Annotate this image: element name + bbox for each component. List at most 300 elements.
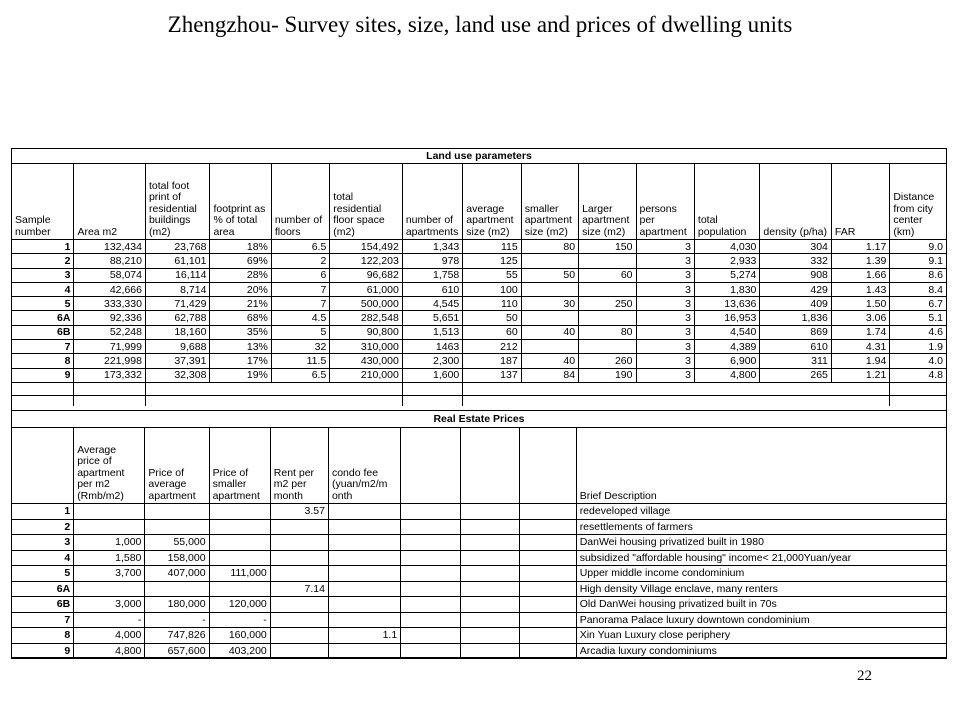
land-use-cell: 610 bbox=[760, 340, 832, 354]
sample-number-cell: 6A bbox=[12, 311, 74, 325]
land-use-header-cell: Distance from city center (km) bbox=[890, 164, 947, 240]
land-use-cell: 1,758 bbox=[402, 268, 462, 282]
real-estate-section-title: Real Estate Prices bbox=[12, 411, 947, 428]
land-use-cell: 4.5 bbox=[271, 311, 329, 325]
empty-cell bbox=[401, 519, 461, 535]
sample-number-cell: 9 bbox=[12, 368, 74, 382]
price-cell bbox=[328, 597, 400, 613]
empty-cell bbox=[461, 535, 519, 551]
spacer-cell bbox=[145, 395, 209, 406]
price-cell: 7.14 bbox=[270, 581, 328, 597]
description-cell: resettlements of farmers bbox=[576, 519, 946, 535]
land-use-row bbox=[12, 282, 947, 296]
price-cell: 747,826 bbox=[145, 628, 209, 644]
land-use-cell: 978 bbox=[402, 254, 462, 268]
spacer-cell bbox=[210, 395, 271, 406]
land-use-cell: 40 bbox=[521, 354, 578, 368]
sample-number-cell: 6B bbox=[12, 325, 74, 339]
land-use-header-cell: persons per apartment bbox=[636, 164, 694, 240]
land-use-cell: 265 bbox=[760, 368, 832, 382]
price-cell: 3,000 bbox=[74, 597, 145, 613]
sample-number-cell: 1 bbox=[12, 240, 74, 254]
spacer-row bbox=[12, 382, 947, 395]
land-use-cell: 137 bbox=[463, 368, 521, 382]
empty-cell bbox=[461, 597, 519, 613]
spacer-cell bbox=[694, 395, 759, 406]
price-cell: 407,000 bbox=[145, 566, 209, 582]
land-use-cell: 3 bbox=[636, 340, 694, 354]
price-cell: - bbox=[74, 612, 145, 628]
spacer-row bbox=[12, 395, 947, 406]
sample-number-cell: 4 bbox=[12, 550, 74, 566]
real-estate-table bbox=[11, 410, 947, 659]
price-cell: 55,000 bbox=[145, 535, 209, 551]
real-estate-header-cell: Price of smaller apartment bbox=[209, 428, 270, 504]
land-use-cell: 311 bbox=[760, 354, 832, 368]
empty-cell bbox=[401, 550, 461, 566]
sample-number-cell: 8 bbox=[12, 354, 74, 368]
empty-cell bbox=[461, 550, 519, 566]
price-cell: 1.1 bbox=[328, 628, 400, 644]
land-use-cell: 2,933 bbox=[694, 254, 759, 268]
spacer-cell bbox=[12, 395, 74, 406]
land-use-cell: 429 bbox=[760, 282, 832, 296]
empty-cell bbox=[401, 643, 461, 659]
real-estate-header-cell: condo fee (yuan/m2/m onth bbox=[328, 428, 400, 504]
description-cell: Panorama Palace luxury downtown condominium bbox=[576, 612, 946, 628]
price-cell bbox=[270, 628, 328, 644]
spacer-cell bbox=[330, 395, 403, 406]
land-use-cell: 1,343 bbox=[402, 240, 462, 254]
land-use-cell: 333,330 bbox=[74, 297, 146, 311]
land-use-cell: 20% bbox=[210, 282, 271, 296]
land-use-cell: 9,688 bbox=[145, 340, 209, 354]
spacer-cell bbox=[145, 382, 209, 395]
land-use-cell: 1.50 bbox=[831, 297, 889, 311]
land-use-cell: 52,248 bbox=[74, 325, 146, 339]
land-use-cell: 430,000 bbox=[330, 354, 403, 368]
spacer-cell bbox=[402, 382, 462, 395]
sample-number-cell: 9 bbox=[12, 643, 74, 659]
price-cell: 120,000 bbox=[209, 597, 270, 613]
land-use-cell: 61,101 bbox=[145, 254, 209, 268]
land-use-cell: 62,788 bbox=[145, 311, 209, 325]
empty-cell bbox=[461, 581, 519, 597]
empty-cell bbox=[461, 643, 519, 659]
price-cell bbox=[209, 519, 270, 535]
land-use-row bbox=[12, 268, 947, 282]
price-cell bbox=[270, 612, 328, 628]
land-use-cell: 409 bbox=[760, 297, 832, 311]
price-cell: - bbox=[145, 612, 209, 628]
land-use-cell: 61,000 bbox=[330, 282, 403, 296]
land-use-cell: 5,651 bbox=[402, 311, 462, 325]
spacer-cell bbox=[74, 382, 146, 395]
land-use-cell: 7 bbox=[271, 297, 329, 311]
empty-cell bbox=[401, 535, 461, 551]
land-use-row bbox=[12, 311, 947, 325]
empty-cell bbox=[519, 628, 576, 644]
spacer-cell bbox=[579, 395, 636, 406]
empty-cell bbox=[461, 628, 519, 644]
land-use-cell: 1.94 bbox=[831, 354, 889, 368]
land-use-cell: 3.06 bbox=[831, 311, 889, 325]
land-use-cell: 2 bbox=[271, 254, 329, 268]
empty-cell bbox=[401, 612, 461, 628]
price-cell: 158,000 bbox=[145, 550, 209, 566]
land-use-cell: 212 bbox=[463, 340, 521, 354]
land-use-cell: 17% bbox=[210, 354, 271, 368]
land-use-cell: 37,391 bbox=[145, 354, 209, 368]
land-use-cell: 32 bbox=[271, 340, 329, 354]
empty-cell bbox=[401, 581, 461, 597]
land-use-cell: 80 bbox=[521, 240, 578, 254]
land-use-cell bbox=[521, 340, 578, 354]
spacer-cell bbox=[760, 395, 832, 406]
land-use-header-cell: Area m2 bbox=[74, 164, 146, 240]
spacer-cell bbox=[74, 395, 146, 406]
land-use-cell: 6.5 bbox=[271, 240, 329, 254]
land-use-cell: 4,030 bbox=[694, 240, 759, 254]
land-use-cell: 4,389 bbox=[694, 340, 759, 354]
spacer-cell bbox=[210, 382, 271, 395]
land-use-row bbox=[12, 340, 947, 354]
description-cell: subsidized "affordable housing" income< 21,000Yuan/year bbox=[576, 550, 946, 566]
empty-cell bbox=[519, 535, 576, 551]
land-use-cell: 23,768 bbox=[145, 240, 209, 254]
real-estate-header-row bbox=[12, 428, 947, 504]
sample-number-cell: 1 bbox=[12, 504, 74, 520]
land-use-cell: 1.43 bbox=[831, 282, 889, 296]
land-use-cell: 4.8 bbox=[890, 368, 947, 382]
sample-number-cell: 6A bbox=[12, 581, 74, 597]
land-use-cell: 221,998 bbox=[74, 354, 146, 368]
price-cell bbox=[328, 612, 400, 628]
land-use-cell: 1,830 bbox=[694, 282, 759, 296]
real-estate-header-cell: Price of average apartment bbox=[145, 428, 209, 504]
spacer-cell bbox=[12, 382, 74, 395]
price-cell: 160,000 bbox=[209, 628, 270, 644]
land-use-cell: 96,682 bbox=[330, 268, 403, 282]
spacer-cell bbox=[831, 395, 889, 406]
land-use-cell: 1.21 bbox=[831, 368, 889, 382]
land-use-cell: 13,636 bbox=[694, 297, 759, 311]
land-use-cell: 32,308 bbox=[145, 368, 209, 382]
land-use-cell: 5,274 bbox=[694, 268, 759, 282]
price-cell: 4,800 bbox=[74, 643, 145, 659]
land-use-cell bbox=[521, 311, 578, 325]
page-title: Zhengzhou- Survey sites, size, land use and prices of dwelling units bbox=[167, 12, 793, 37]
price-cell: 657,600 bbox=[145, 643, 209, 659]
land-use-row bbox=[12, 325, 947, 339]
price-cell bbox=[270, 550, 328, 566]
spacer-cell bbox=[402, 395, 462, 406]
price-cell bbox=[209, 535, 270, 551]
sample-number-cell: 8 bbox=[12, 628, 74, 644]
land-use-cell: 40 bbox=[521, 325, 578, 339]
land-use-cell: 332 bbox=[760, 254, 832, 268]
description-cell: redeveloped village bbox=[576, 504, 946, 520]
real-estate-section-row bbox=[12, 411, 947, 428]
land-use-cell: 35% bbox=[210, 325, 271, 339]
land-use-cell: 60 bbox=[579, 268, 636, 282]
land-use-cell: 50 bbox=[463, 311, 521, 325]
empty-cell bbox=[519, 612, 576, 628]
sample-number-cell: 6B bbox=[12, 597, 74, 613]
real-estate-header-cell: Brief Description bbox=[576, 428, 946, 504]
land-use-cell: 68% bbox=[210, 311, 271, 325]
land-use-header-cell: total foot print of residential buildings (m2) bbox=[145, 164, 209, 240]
empty-cell bbox=[401, 566, 461, 582]
land-use-cell: 1.9 bbox=[890, 340, 947, 354]
price-cell bbox=[270, 643, 328, 659]
land-use-header-cell: total residential floor space (m2) bbox=[330, 164, 403, 240]
price-cell bbox=[145, 519, 209, 535]
land-use-cell: 1.74 bbox=[831, 325, 889, 339]
real-estate-header-cell bbox=[461, 428, 519, 504]
land-use-cell: 190 bbox=[579, 368, 636, 382]
empty-cell bbox=[401, 504, 461, 520]
land-use-cell: 8.6 bbox=[890, 268, 947, 282]
spacer-cell bbox=[890, 382, 947, 395]
price-cell bbox=[328, 581, 400, 597]
land-use-cell: 3 bbox=[636, 268, 694, 282]
real-estate-header-cell bbox=[519, 428, 576, 504]
land-use-cell: 16,114 bbox=[145, 268, 209, 282]
land-use-header-cell: Larger apartment size (m2) bbox=[579, 164, 636, 240]
land-use-cell: 310,000 bbox=[330, 340, 403, 354]
spacer-cell bbox=[760, 382, 832, 395]
land-use-cell bbox=[579, 254, 636, 268]
land-use-cell: 9.1 bbox=[890, 254, 947, 268]
sample-number-cell: 3 bbox=[12, 535, 74, 551]
land-use-header-cell: number of apartments bbox=[402, 164, 462, 240]
land-use-cell: 110 bbox=[463, 297, 521, 311]
land-use-cell: 1,836 bbox=[760, 311, 832, 325]
land-use-cell: 250 bbox=[579, 297, 636, 311]
land-use-cell: 282,548 bbox=[330, 311, 403, 325]
real-estate-header-cell: Rent per m2 per month bbox=[270, 428, 328, 504]
land-use-row bbox=[12, 254, 947, 268]
price-cell: 1,000 bbox=[74, 535, 145, 551]
land-use-cell: 3 bbox=[636, 311, 694, 325]
empty-cell bbox=[519, 550, 576, 566]
land-use-cell: 3 bbox=[636, 240, 694, 254]
real-estate-row bbox=[12, 519, 947, 535]
land-use-cell: 90,800 bbox=[330, 325, 403, 339]
land-use-cell: 8.4 bbox=[890, 282, 947, 296]
land-use-cell: 7 bbox=[271, 282, 329, 296]
price-cell: 180,000 bbox=[145, 597, 209, 613]
spacer-cell bbox=[831, 382, 889, 395]
sample-number-cell: 3 bbox=[12, 268, 74, 282]
real-estate-row bbox=[12, 535, 947, 551]
land-use-cell: 16,953 bbox=[694, 311, 759, 325]
land-use-section-title: Land use parameters bbox=[12, 149, 947, 164]
spacer-cell bbox=[463, 395, 521, 406]
price-cell bbox=[145, 581, 209, 597]
land-use-cell: 18% bbox=[210, 240, 271, 254]
land-use-cell: 3 bbox=[636, 282, 694, 296]
spacer-cell bbox=[463, 382, 521, 395]
land-use-cell: 4,800 bbox=[694, 368, 759, 382]
land-use-cell: 125 bbox=[463, 254, 521, 268]
real-estate-row bbox=[12, 628, 947, 644]
price-cell: 3,700 bbox=[74, 566, 145, 582]
sample-number-cell: 2 bbox=[12, 519, 74, 535]
land-use-cell: 908 bbox=[760, 268, 832, 282]
spacer-cell bbox=[521, 395, 578, 406]
land-use-header-cell: footprint as % of total area bbox=[210, 164, 271, 240]
sample-number-cell: 5 bbox=[12, 297, 74, 311]
land-use-cell: 210,000 bbox=[330, 368, 403, 382]
price-cell bbox=[270, 597, 328, 613]
land-use-cell: 3 bbox=[636, 325, 694, 339]
land-use-cell: 4,545 bbox=[402, 297, 462, 311]
land-use-cell: 304 bbox=[760, 240, 832, 254]
price-cell bbox=[270, 519, 328, 535]
land-use-header-cell: smaller apartment size (m2) bbox=[521, 164, 578, 240]
description-cell: Xin Yuan Luxury close periphery bbox=[576, 628, 946, 644]
land-use-cell: 6.5 bbox=[271, 368, 329, 382]
price-cell bbox=[209, 504, 270, 520]
empty-cell bbox=[519, 581, 576, 597]
spacer-cell bbox=[636, 382, 694, 395]
price-cell bbox=[328, 519, 400, 535]
land-use-cell: 60 bbox=[463, 325, 521, 339]
land-use-cell: 13% bbox=[210, 340, 271, 354]
spacer-cell bbox=[890, 395, 947, 406]
land-use-cell: 69% bbox=[210, 254, 271, 268]
land-use-cell: 132,434 bbox=[74, 240, 146, 254]
land-use-cell: 18,160 bbox=[145, 325, 209, 339]
land-use-cell: 500,000 bbox=[330, 297, 403, 311]
land-use-row bbox=[12, 297, 947, 311]
empty-cell bbox=[519, 643, 576, 659]
land-use-cell: 30 bbox=[521, 297, 578, 311]
land-use-cell: 58,074 bbox=[74, 268, 146, 282]
land-use-row bbox=[12, 368, 947, 382]
land-use-cell: 21% bbox=[210, 297, 271, 311]
land-use-cell: 1.66 bbox=[831, 268, 889, 282]
land-use-header-cell: density (p/ha) bbox=[760, 164, 832, 240]
price-cell: 4,000 bbox=[74, 628, 145, 644]
land-use-cell: 173,332 bbox=[74, 368, 146, 382]
empty-cell bbox=[461, 612, 519, 628]
spacer-cell bbox=[271, 382, 329, 395]
price-cell bbox=[74, 519, 145, 535]
real-estate-header-cell bbox=[12, 428, 74, 504]
land-use-cell bbox=[579, 340, 636, 354]
land-use-cell: 71,999 bbox=[74, 340, 146, 354]
land-use-header-row bbox=[12, 164, 947, 240]
land-use-cell: 6 bbox=[271, 268, 329, 282]
empty-cell bbox=[461, 519, 519, 535]
empty-cell bbox=[401, 597, 461, 613]
price-cell: 1,580 bbox=[74, 550, 145, 566]
land-use-cell: 42,666 bbox=[74, 282, 146, 296]
real-estate-row bbox=[12, 566, 947, 582]
price-cell: 3.57 bbox=[270, 504, 328, 520]
sample-number-cell: 7 bbox=[12, 612, 74, 628]
empty-cell bbox=[519, 597, 576, 613]
sample-number-cell: 4 bbox=[12, 282, 74, 296]
price-cell bbox=[145, 504, 209, 520]
sample-number-cell: 7 bbox=[12, 340, 74, 354]
spacer-cell bbox=[521, 382, 578, 395]
land-use-cell: 154,492 bbox=[330, 240, 403, 254]
land-use-header-cell: total population bbox=[694, 164, 759, 240]
land-use-header-cell: Sample number bbox=[12, 164, 74, 240]
price-cell bbox=[270, 535, 328, 551]
land-use-cell: 71,429 bbox=[145, 297, 209, 311]
land-use-cell: 100 bbox=[463, 282, 521, 296]
land-use-cell: 3 bbox=[636, 354, 694, 368]
price-cell bbox=[328, 550, 400, 566]
land-use-cell: 4,540 bbox=[694, 325, 759, 339]
spacer-cell bbox=[579, 382, 636, 395]
spacer-cell bbox=[330, 382, 403, 395]
land-use-cell: 610 bbox=[402, 282, 462, 296]
land-use-cell: 5.1 bbox=[890, 311, 947, 325]
price-cell bbox=[328, 643, 400, 659]
land-use-cell: 3 bbox=[636, 297, 694, 311]
description-cell: Old DanWei housing privatized built in 70s bbox=[576, 597, 946, 613]
land-use-cell: 50 bbox=[521, 268, 578, 282]
land-use-cell: 150 bbox=[579, 240, 636, 254]
description-cell: Arcadia luxury condominiums bbox=[576, 643, 946, 659]
price-cell bbox=[209, 581, 270, 597]
land-use-cell: 9.0 bbox=[890, 240, 947, 254]
land-use-cell: 1.17 bbox=[831, 240, 889, 254]
land-use-cell: 187 bbox=[463, 354, 521, 368]
land-use-cell bbox=[579, 311, 636, 325]
land-use-table bbox=[11, 148, 947, 406]
empty-cell bbox=[461, 504, 519, 520]
land-use-cell: 28% bbox=[210, 268, 271, 282]
land-use-row bbox=[12, 240, 947, 254]
land-use-cell: 1,513 bbox=[402, 325, 462, 339]
land-use-cell: 80 bbox=[579, 325, 636, 339]
price-cell bbox=[328, 566, 400, 582]
land-use-cell: 4.6 bbox=[890, 325, 947, 339]
spacer-cell bbox=[694, 382, 759, 395]
land-use-header-cell: average apartment size (m2) bbox=[463, 164, 521, 240]
land-use-cell: 1,600 bbox=[402, 368, 462, 382]
price-cell bbox=[328, 535, 400, 551]
land-use-cell: 88,210 bbox=[74, 254, 146, 268]
land-use-cell: 3 bbox=[636, 254, 694, 268]
real-estate-row bbox=[12, 550, 947, 566]
land-use-cell: 6,900 bbox=[694, 354, 759, 368]
land-use-cell: 4.0 bbox=[890, 354, 947, 368]
sample-number-cell: 5 bbox=[12, 566, 74, 582]
land-use-cell: 55 bbox=[463, 268, 521, 282]
price-cell: 111,000 bbox=[209, 566, 270, 582]
land-use-cell: 8,714 bbox=[145, 282, 209, 296]
real-estate-header-cell bbox=[401, 428, 461, 504]
land-use-cell bbox=[521, 282, 578, 296]
empty-cell bbox=[519, 504, 576, 520]
land-use-cell: 1463 bbox=[402, 340, 462, 354]
land-use-cell: 260 bbox=[579, 354, 636, 368]
spacer-cell bbox=[271, 395, 329, 406]
empty-cell bbox=[401, 628, 461, 644]
page-number: 22 bbox=[857, 668, 872, 684]
description-cell: High density Village enclave, many renters bbox=[576, 581, 946, 597]
price-cell bbox=[209, 550, 270, 566]
sample-number-cell: 2 bbox=[12, 254, 74, 268]
